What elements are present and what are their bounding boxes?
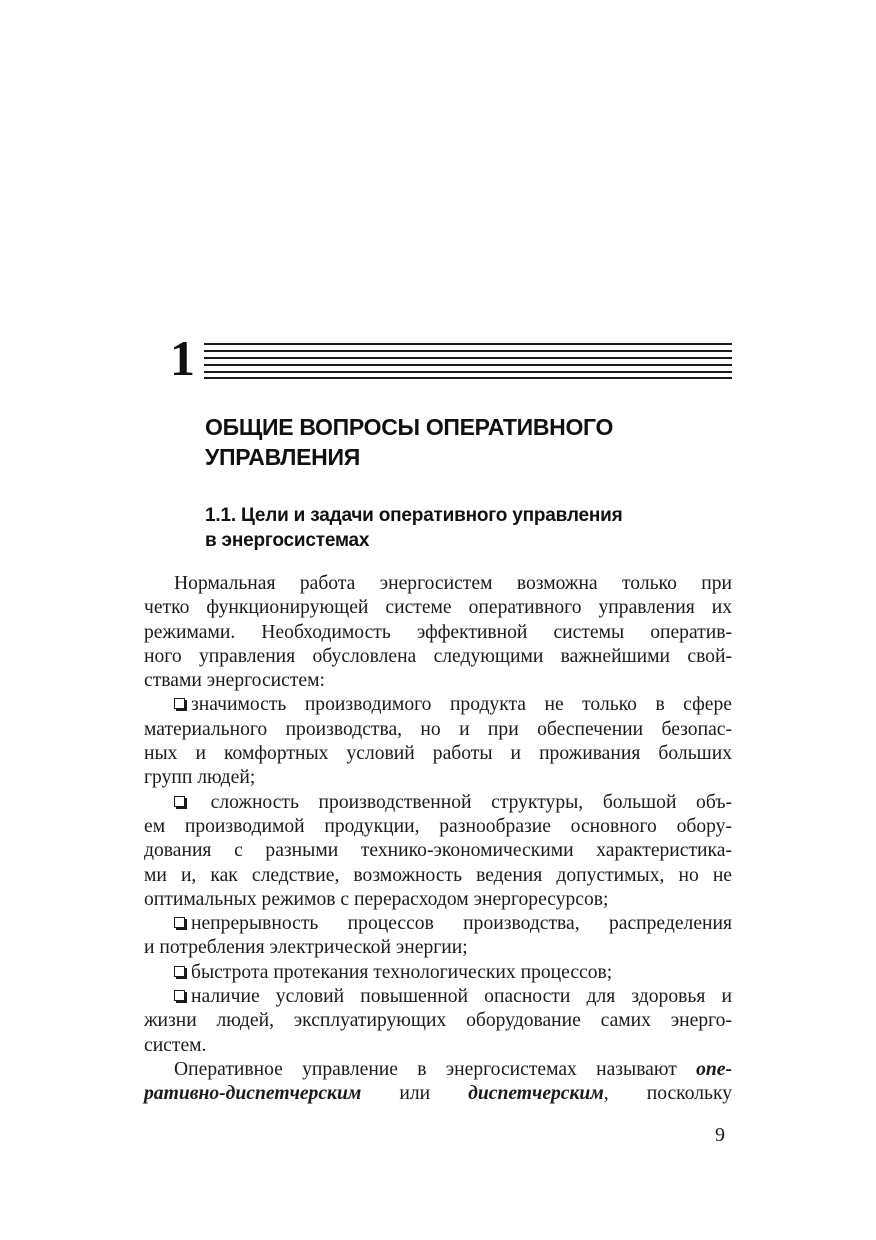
checkbox-bullet-icon <box>174 917 185 928</box>
page-number: 9 <box>715 1124 725 1146</box>
chapter-decorative-rules <box>204 343 732 379</box>
paragraph-line: Нормальная работа энергосистем возможна только при <box>174 573 732 594</box>
checkbox-bullet-icon <box>174 698 185 709</box>
checkbox-bullet-icon <box>174 966 185 977</box>
section-title-line: 1.1. Цели и задачи оперативного управления <box>205 505 623 526</box>
chapter-title-line: УПРАВЛЕНИЯ <box>205 444 360 470</box>
paragraph-line <box>144 1082 732 1106</box>
bullet-line <box>144 961 732 985</box>
bullet-line: материального производства, но и при обеспечении безопас- <box>144 718 732 740</box>
bullet-line <box>144 693 732 717</box>
closing-text: Оперативное управление в энергосистемах называют <box>174 1058 697 1080</box>
chapter-number: 1 <box>170 330 195 386</box>
section-title <box>205 503 735 553</box>
closing-text: или <box>361 1083 469 1105</box>
chapter-header <box>170 330 732 386</box>
emphasis-term: опе- <box>696 1058 732 1080</box>
bullet-line <box>144 791 732 815</box>
paragraph-line: четко функционирующей системе оперативного управления их <box>144 597 732 619</box>
chapter-title-line: ОБЩИЕ ВОПРОСЫ ОПЕРАТИВНОГО <box>205 414 614 440</box>
bullet-line: ем производимой продукции, разнообразие основного обору- <box>144 815 732 837</box>
checkbox-bullet-icon <box>174 796 185 807</box>
bullet-line: ных и комфортных условий работы и проживания больших <box>144 743 732 765</box>
bullet-line: дования с разными технико-экономическими характеристика- <box>144 840 732 862</box>
bullet-text: наличие условий повышенной опасности для здоровья и <box>191 986 732 1008</box>
bullet-text: быстрота протекания технологических процессов; <box>191 961 613 983</box>
bullet-line: групп людей; <box>144 767 256 789</box>
bullet-line: и потребления электрической энергии; <box>144 937 468 959</box>
paragraph-line <box>144 1058 732 1082</box>
bullet-text: сложность производственной структуры, большой объ- <box>191 791 732 813</box>
bullet-line: ми и, как следствие, возможность ведения допустимых, но не <box>144 864 732 886</box>
chapter-title <box>205 412 735 472</box>
bullet-text: значимость производимого продукта не только в сфере <box>191 694 732 716</box>
closing-text: , поскольку <box>603 1083 732 1105</box>
bullet-text: непрерывность процессов производства, распределения <box>191 913 732 935</box>
paragraph-line: ного управления обусловлена следующими важнейшими свой- <box>144 645 732 667</box>
bullet-line: оптимальных режимов с перерасходом энергоресурсов; <box>144 888 609 910</box>
bullet-line: жизни людей, эксплуатирующих оборудование самих энерго- <box>144 1010 732 1032</box>
bullet-line <box>144 985 732 1009</box>
bullet-line: систем. <box>144 1034 207 1056</box>
paragraph-line: ствами энергосистем: <box>144 670 325 692</box>
bullet-line <box>144 912 732 936</box>
body-text <box>144 572 732 1107</box>
emphasis-term: ративно-диспетчерским <box>144 1083 362 1105</box>
checkbox-bullet-icon <box>174 990 185 1001</box>
section-title-line: в энергосистемах <box>205 530 370 551</box>
paragraph-line: режимами. Необходимость эффективной системы оператив- <box>144 621 732 643</box>
emphasis-term: диспетчерским <box>468 1083 604 1105</box>
